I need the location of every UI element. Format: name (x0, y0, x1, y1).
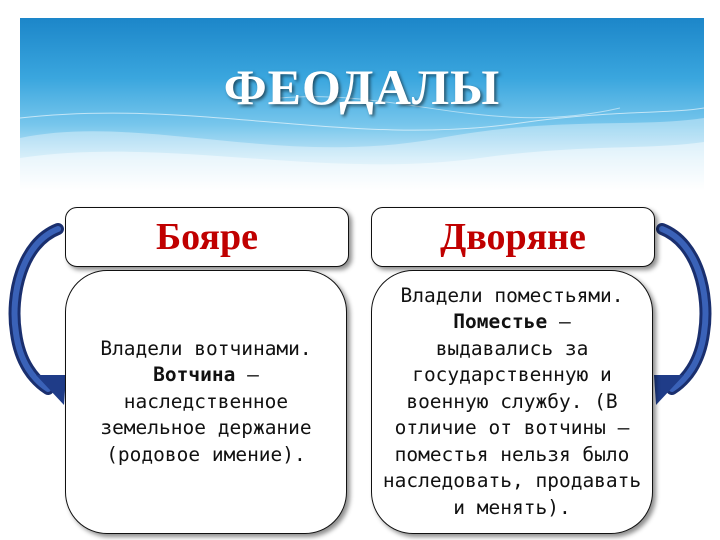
nobles-heading: Дворяне (440, 216, 586, 258)
desc-line: военную службу. (В (406, 389, 618, 413)
desc-line: Поместье – (453, 310, 571, 334)
desc-line: Владели поместьями. (400, 283, 624, 307)
desc-line: наследовать, продавать (382, 469, 642, 493)
curved-arrow-right-icon (652, 215, 714, 410)
title-banner (20, 18, 704, 190)
desc-line: государственную и (412, 363, 612, 387)
desc-line: отличие от вотчины – (394, 416, 630, 440)
boyars-heading-box (65, 207, 349, 267)
nobles-description-box (371, 270, 653, 534)
boyars-description-box (65, 270, 347, 534)
desc-line: выдавались за (435, 336, 589, 360)
term-votchina: Вотчина (153, 363, 236, 387)
nobles-heading-box (371, 207, 655, 267)
curved-arrow-left-icon (6, 215, 66, 410)
desc-line: Вотчина – (153, 363, 259, 387)
term-pomestye: Поместье (453, 310, 548, 334)
page-title: ФЕОДАЛЫ (223, 59, 501, 115)
desc-line: и менять). (453, 495, 571, 519)
desc-line: (родовое имение). (106, 442, 306, 466)
desc-line: Владели вотчинами. (100, 336, 312, 360)
desc-line: поместья нельзя было (394, 442, 630, 466)
boyars-heading: Бояре (156, 216, 258, 258)
desc-line: земельное держание (100, 416, 312, 440)
desc-line: наследственное (123, 389, 289, 413)
